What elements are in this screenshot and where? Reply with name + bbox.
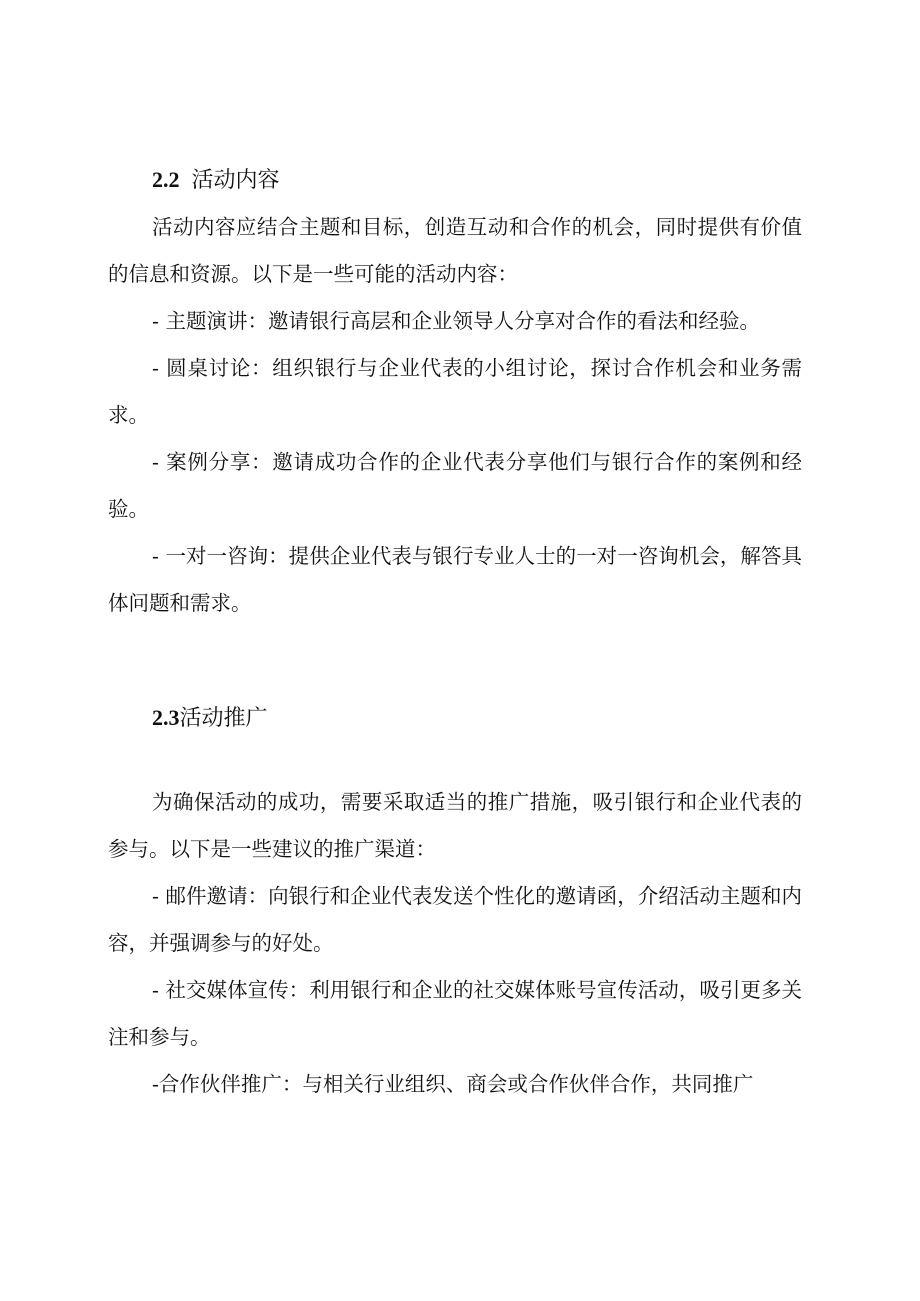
list-item-consultation: - 一对一咨询：提供企业代表与银行专业人士的一对一咨询机会，解答具体问题和需求。 xyxy=(108,544,802,615)
section-title: 活动推广 xyxy=(179,706,268,731)
section-heading-2-3 xyxy=(152,703,268,734)
list-item-case-sharing: - 案例分享：邀请成功合作的企业代表分享他们与银行合作的案例和经验。 xyxy=(108,450,802,521)
section-heading-2-2 xyxy=(152,165,280,196)
paragraph-intro-promotion: 为确保活动的成功，需要采取适当的推广措施，吸引银行和企业代表的参与。以下是一些建议的推广渠道： xyxy=(108,790,802,861)
list-item-social-media: - 社交媒体宣传：利用银行和企业的社交媒体账号宣传活动，吸引更多关注和参与。 xyxy=(108,978,802,1049)
list-item-email-invitation: - 邮件邀请：向银行和企业代表发送个性化的邀请函，介绍活动主题和内容，并强调参与的好处。 xyxy=(108,884,802,955)
paragraph-intro-activity-content: 活动内容应结合主题和目标，创造互动和合作的机会，同时提供有价值的信息和资源。以下是一些可能的活动内容： xyxy=(108,215,802,286)
section-number: 2.2 xyxy=(152,167,180,192)
list-item-keynote: - 主题演讲：邀请银行高层和企业领导人分享对合作的看法和经验。 xyxy=(152,309,760,333)
list-item-partner-promotion: -合作伙伴推广：与相关行业组织、商会或合作伙伴合作，共同推广 xyxy=(152,1072,754,1096)
section-number: 2.3 xyxy=(152,705,180,730)
section-title: 活动内容 xyxy=(191,168,280,193)
list-item-roundtable: - 圆桌讨论：组织银行与企业代表的小组讨论，探讨合作机会和业务需求。 xyxy=(108,356,802,427)
